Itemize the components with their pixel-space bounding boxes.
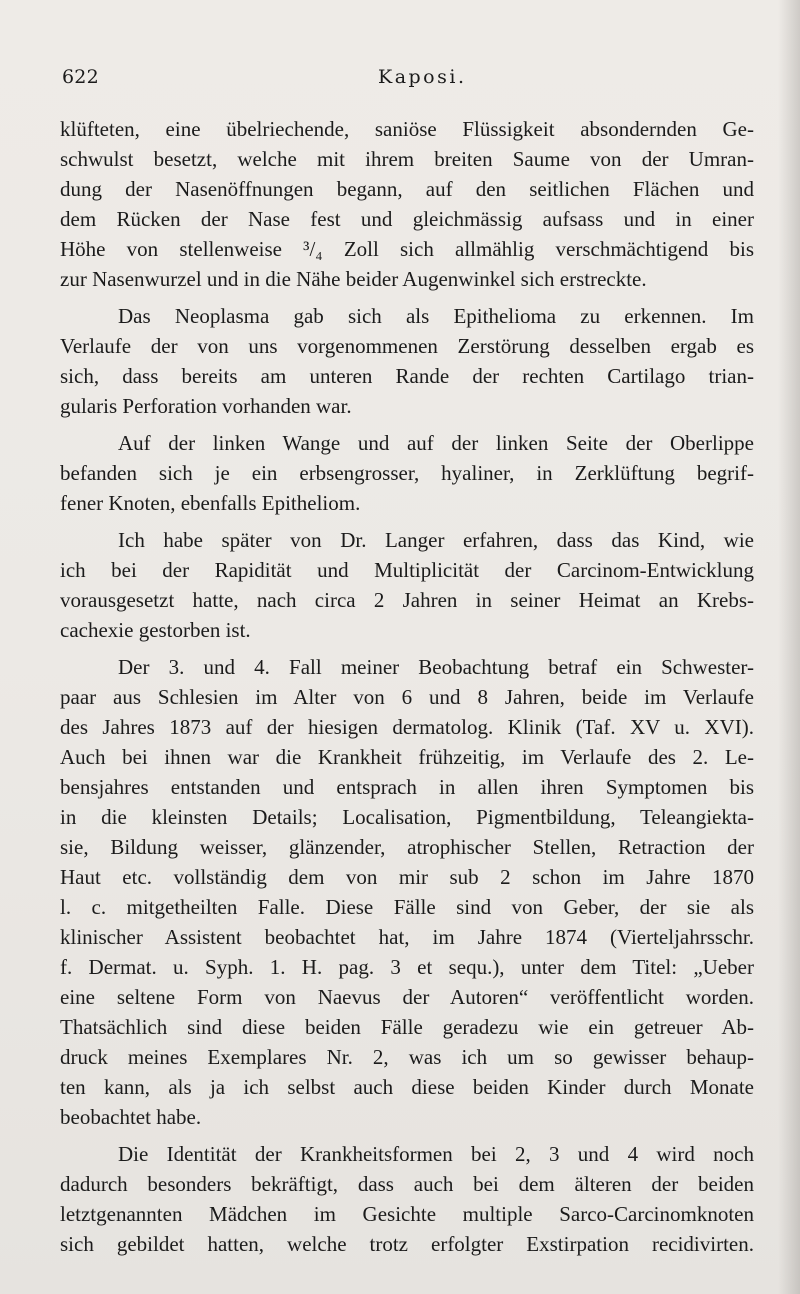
text-line: dung der Nasenöffnungen begann, auf den seitlichen Flächen und (60, 177, 754, 201)
text-line: f. Dermat. u. Syph. 1. H. pag. 3 et sequ.), unter dem Titel: „Ueber (60, 955, 754, 979)
text-line: fener Knoten, ebenfalls Epitheliom. (60, 491, 361, 515)
text-line: letztgenannten Mädchen im Gesichte multiple Sarco-Carcinomknoten (60, 1202, 754, 1226)
text-line: sich, dass bereits am unteren Rande der rechten Cartilago trian- (60, 364, 754, 388)
text-line: zur Nasenwurzel und in die Nähe beider Augenwinkel sich erstreckte. (60, 267, 647, 291)
text-line: Verlaufe der von uns vorgenommenen Zerstörung desselben ergab es (60, 334, 754, 358)
text-line: befanden sich je ein erbsengrosser, hyaliner, in Zerklüftung begrif- (60, 461, 754, 485)
text-line: Die Identität der Krankheitsformen bei 2, 3 und 4 wird noch (118, 1142, 754, 1166)
text-line: vorausgesetzt hatte, nach circa 2 Jahren in seiner Heimat an Krebs- (60, 588, 754, 612)
text-line: sie, Bildung weisser, glänzender, atrophischer Stellen, Retraction der (60, 835, 754, 859)
text-line: schwulst besetzt, welche mit ihrem breiten Saume von der Umran- (60, 147, 754, 171)
page-edge-shadow (778, 0, 800, 1294)
paragraph-3 (60, 428, 754, 518)
text-line: beobachtet habe. (60, 1105, 202, 1129)
text-line: Haut etc. vollständig dem von mir sub 2 schon im Jahre 1870 (60, 865, 754, 889)
running-head: Kaposi. (378, 66, 467, 88)
text-line: Der 3. und 4. Fall meiner Beobachtung betraf ein Schwester- (118, 655, 754, 679)
text-line: l. c. mitgetheilten Falle. Diese Fälle sind von Geber, der sie als (60, 895, 754, 919)
text-line: Thatsächlich sind diese beiden Fälle geradezu wie ein getreuer Ab- (60, 1015, 754, 1039)
text-line: paar aus Schlesien im Alter von 6 und 8 Jahren, beide im Verlaufe (60, 685, 754, 709)
paragraph-4 (60, 525, 754, 645)
text-line: Das Neoplasma gab sich als Epithelioma zu erkennen. Im (118, 304, 754, 328)
text-line: cachexie gestorben ist. (60, 618, 251, 642)
text-line: Auch bei ihnen war die Krankheit frühzeitig, im Verlaufe des 2. Le- (60, 745, 754, 769)
text-line: eine seltene Form von Naevus der Autoren“ veröffentlicht worden. (60, 985, 754, 1009)
paragraph-5 (60, 652, 754, 1132)
text-line: Ich habe später von Dr. Langer erfahren, dass das Kind, wie (118, 528, 754, 552)
text-line: bensjahres entstanden und entsprach in allen ihren Symptomen bis (60, 775, 754, 799)
text-line: klüfteten, eine übelriechende, saniöse Flüssigkeit absondernden Ge- (60, 117, 754, 141)
text-line: druck meines Exemplares Nr. 2, was ich um so gewisser behaup- (60, 1045, 754, 1069)
text-line: in die kleinsten Details; Localisation, Pigmentbildung, Teleangiekta- (60, 805, 754, 829)
paragraph-6 (60, 1139, 754, 1259)
text-line: dem Rücken der Nase fest und gleichmässig aufsass und in einer (60, 207, 754, 231)
body-text (60, 114, 754, 1266)
text-line: ich bei der Rapidität und Multiplicität der Carcinom-Entwicklung (60, 558, 754, 582)
text-line: Höhe von stellenweise ³/₄ Zoll sich allmählig verschmächtigend bis (60, 237, 754, 261)
text-line: Auf der linken Wange und auf der linken Seite der Oberlippe (118, 431, 754, 455)
text-line: dadurch besonders bekräftigt, dass auch bei dem älteren der beiden (60, 1172, 754, 1196)
text-line: des Jahres 1873 auf der hiesigen dermatolog. Klinik (Taf. XV u. XVI). (60, 715, 754, 739)
page-header (62, 66, 752, 96)
text-line: klinischer Assistent beobachtet hat, im Jahre 1874 (Vierteljahrsschr. (60, 925, 754, 949)
text-line: gularis Perforation vorhanden war. (60, 394, 352, 418)
paragraph-1 (60, 114, 754, 294)
paragraph-2 (60, 301, 754, 421)
page-number: 622 (62, 66, 99, 88)
text-line: ten kann, als ja ich selbst auch diese beiden Kinder durch Monate (60, 1075, 754, 1099)
text-line: sich gebildet hatten, welche trotz erfolgter Exstirpation recidivirten. (60, 1232, 754, 1256)
